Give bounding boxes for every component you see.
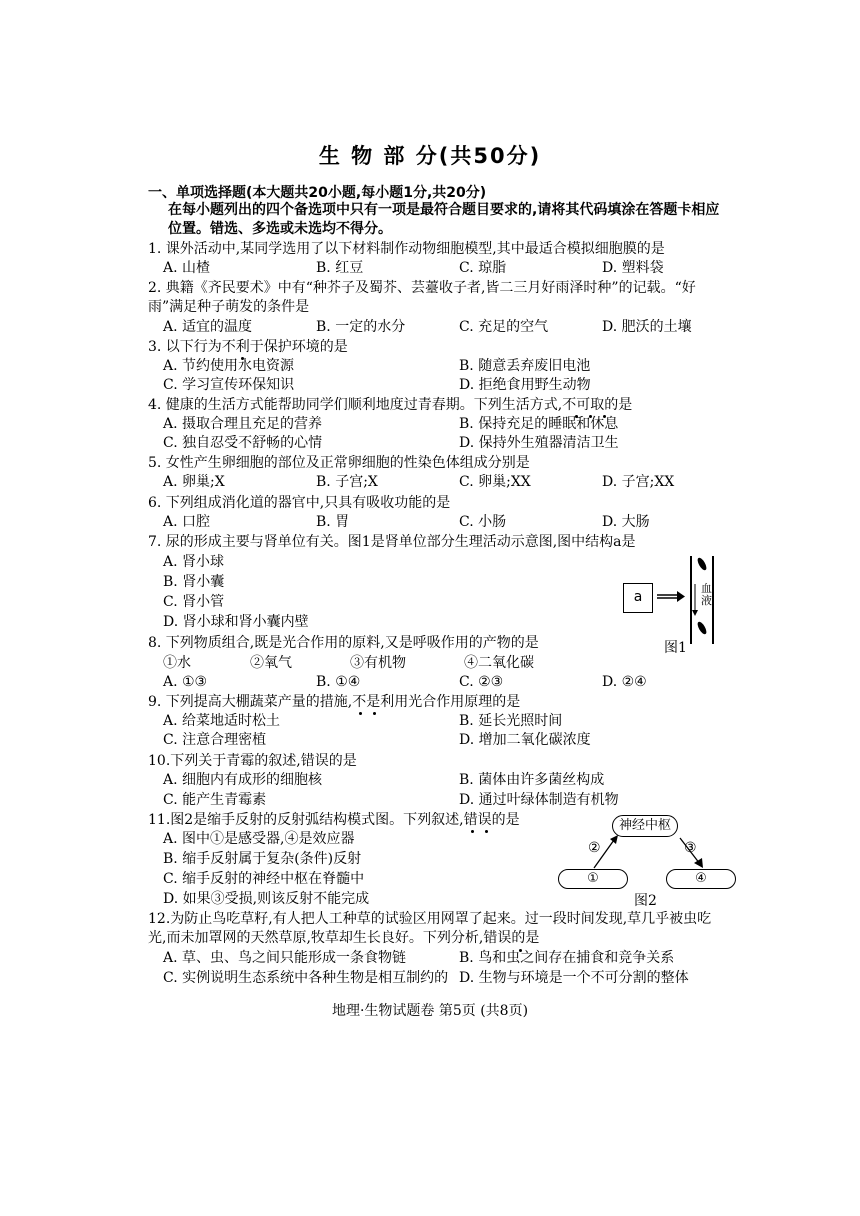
figure-2-nerve-center: 神经中枢 (612, 815, 678, 837)
question-2-stem: 2. 典籍《齐民要术》中有“种芥子及蜀芥、芸薹收子者,皆二三月好雨泽时种”的记载。“好雨”满足种子萌发的条件是 (148, 280, 696, 315)
question-9-stem: 9. 下列提高大棚蔬菜产量的措施,不是利用光合作用原理的是 (148, 694, 521, 710)
q12-option-b: B. 鸟和虫之间存在捕食和竞争关系 (459, 950, 675, 966)
q7-option-c: C. 肾小管 (163, 594, 225, 610)
q11-option-c: C. 缩手反射的神经中枢在脊髓中 (163, 871, 365, 887)
question-4-stem: 4. 健康的生活方式能帮助同学们顺利地度过青春期。下列生活方式,不可取的是 (148, 397, 633, 413)
q11-option-a: A. 图中①是感受器,④是效应器 (163, 831, 355, 847)
q9-option-b: B. 延长光照时间 (459, 713, 563, 729)
q3-option-a: A. 节约使用水电资源 (163, 358, 295, 374)
q12-option-c: C. 实例说明生态系统中各种生物是相互制约的 (163, 970, 449, 986)
q1-option-b: B. 红豆 (316, 260, 364, 276)
q1-option-d: D. 塑料袋 (602, 260, 664, 276)
q4-option-c: C. 独自忍受不舒畅的心情 (163, 435, 323, 451)
q3-option-b: B. 随意丢弃废旧电池 (459, 358, 591, 374)
q10-option-b: B. 菌体由许多菌丝构成 (459, 772, 605, 788)
q3-option-c: C. 学习宣传环保知识 (163, 377, 295, 393)
question-12-stem: 12.为防止鸟吃草籽,有人把人工种草的试验区用网罩了起来。过一段时间发现,草几乎被虫吃光,而未加罩网的天然草原,牧草却生长良好。下列分析,错误的是 (148, 911, 712, 946)
q5-option-d: D. 子宫;XX (602, 474, 675, 490)
question-6-stem: 6. 下列组成消化道的器官中,只具有吸收功能的是 (148, 495, 451, 511)
q3-option-d: D. 拒绝食用野生动物 (459, 377, 591, 393)
q7-option-d: D. 肾小球和肾小囊内壁 (163, 614, 309, 630)
q5-option-a: A. 卵巢;X (163, 474, 225, 490)
figure-2-node-1: ① (558, 869, 628, 889)
q5-option-c: C. 卵巢;XX (459, 474, 531, 490)
q7-option-a: A. 肾小球 (163, 554, 225, 570)
question-7-stem: 7. 尿的形成主要与肾单位有关。图1是肾单位部分生理活动示意图,图中结构a是 (148, 534, 636, 550)
q2-option-c: C. 充足的空气 (459, 319, 549, 335)
q2-option-d: D. 肥沃的土壤 (602, 319, 692, 335)
figure-2-node-4: ④ (666, 869, 736, 889)
question-11-stem: 11.图2是缩手反射的反射弧结构模式图。下列叙述,错误的是 (148, 812, 520, 828)
q10-option-d: D. 通过叶绿体制造有机物 (459, 792, 619, 808)
q4-option-a: A. 摄取合理且充足的营养 (163, 416, 323, 432)
q8-option-a: A. ①③ (163, 674, 208, 690)
q6-option-d: D. 大肠 (602, 514, 650, 530)
question-5-stem: 5. 女性产生卵细胞的部位及正常卵细胞的性染色体组成分别是 (148, 455, 530, 471)
q11-option-b: B. 缩手反射属于复杂(条件)反射 (163, 851, 362, 867)
figure-1-caption: 图1 (664, 640, 687, 656)
q8-option-b: B. ①④ (316, 674, 361, 690)
question-10-stem: 10.下列关于青霉的叙述,错误的是 (148, 753, 357, 769)
q7-option-b: B. 肾小囊 (163, 574, 225, 590)
q5-option-b: B. 子宫;X (316, 474, 378, 490)
figure-2-label-3: ③ (684, 840, 697, 856)
section-title: 一、单项选择题(本大题共20小题,每小题1分,共20分) (148, 185, 487, 201)
figure-2-arrows (560, 830, 740, 874)
q9-option-d: D. 增加二氧化碳浓度 (459, 732, 591, 748)
emphasis-dot (471, 830, 474, 833)
q8-item-3: ③有机物 (350, 655, 406, 671)
emphasis-dot (359, 712, 362, 715)
figure-2-caption: 图2 (634, 893, 657, 909)
q11-option-d: D. 如果③受损,则该反射不能完成 (163, 891, 370, 907)
figure-1-vessel-label: 血液 (701, 582, 712, 607)
q9-option-a: A. 给菜地适时松土 (163, 713, 281, 729)
q12-option-d: D. 生物与环境是一个不可分割的整体 (459, 970, 689, 986)
q10-option-c: C. 能产生青霉素 (163, 792, 267, 808)
q9-option-c: C. 注意合理密植 (163, 732, 267, 748)
section-instructions: 在每小题列出的四个备选项中只有一项是最符合题目要求的,请将其代码填涂在答题卡相应位置。错选、多选或未选均不得分。 (168, 202, 720, 237)
q4-option-b: B. 保持充足的睡眠和休息 (459, 416, 619, 432)
q6-option-b: B. 胃 (316, 514, 350, 530)
q12-option-a: A. 草、虫、鸟之间只能形成一条食物链 (163, 950, 407, 966)
q8-option-c: C. ②③ (459, 674, 504, 690)
q6-option-c: C. 小肠 (459, 514, 507, 530)
question-3-stem: 3. 以下行为不利于保护环境的是 (148, 339, 348, 355)
page-title: 生 物 部 分(共50分) (318, 144, 542, 168)
q8-item-2: ②氧气 (250, 655, 292, 671)
q2-option-b: B. 一定的水分 (316, 319, 406, 335)
emphasis-dot (373, 712, 376, 715)
q10-option-a: A. 细胞内有成形的细胞核 (163, 772, 323, 788)
q2-option-a: A. 适宜的温度 (163, 319, 253, 335)
question-1-stem: 1. 课外活动中,某同学选用了以下材料制作动物细胞模型,其中最适合模拟细胞膜的是 (148, 241, 665, 257)
q1-option-c: C. 琼脂 (459, 260, 507, 276)
q6-option-a: A. 口腔 (163, 514, 211, 530)
figure-2-label-2: ② (588, 840, 601, 856)
page-footer: 地理·生物试题卷 第5页 (共8页) (331, 1003, 529, 1019)
emphasis-dot (485, 830, 488, 833)
q8-option-d: D. ②④ (602, 674, 647, 690)
figure-1-structure-a: a (623, 583, 653, 613)
q1-option-a: A. 山楂 (163, 260, 211, 276)
question-8-stem: 8. 下列物质组合,既是光合作用的原料,又是呼吸作用的产物的是 (148, 635, 539, 651)
q8-item-1: ①水 (163, 655, 191, 671)
q8-item-4: ④二氧化碳 (464, 655, 534, 671)
q4-option-d: D. 保持外生殖器清洁卫生 (459, 435, 619, 451)
